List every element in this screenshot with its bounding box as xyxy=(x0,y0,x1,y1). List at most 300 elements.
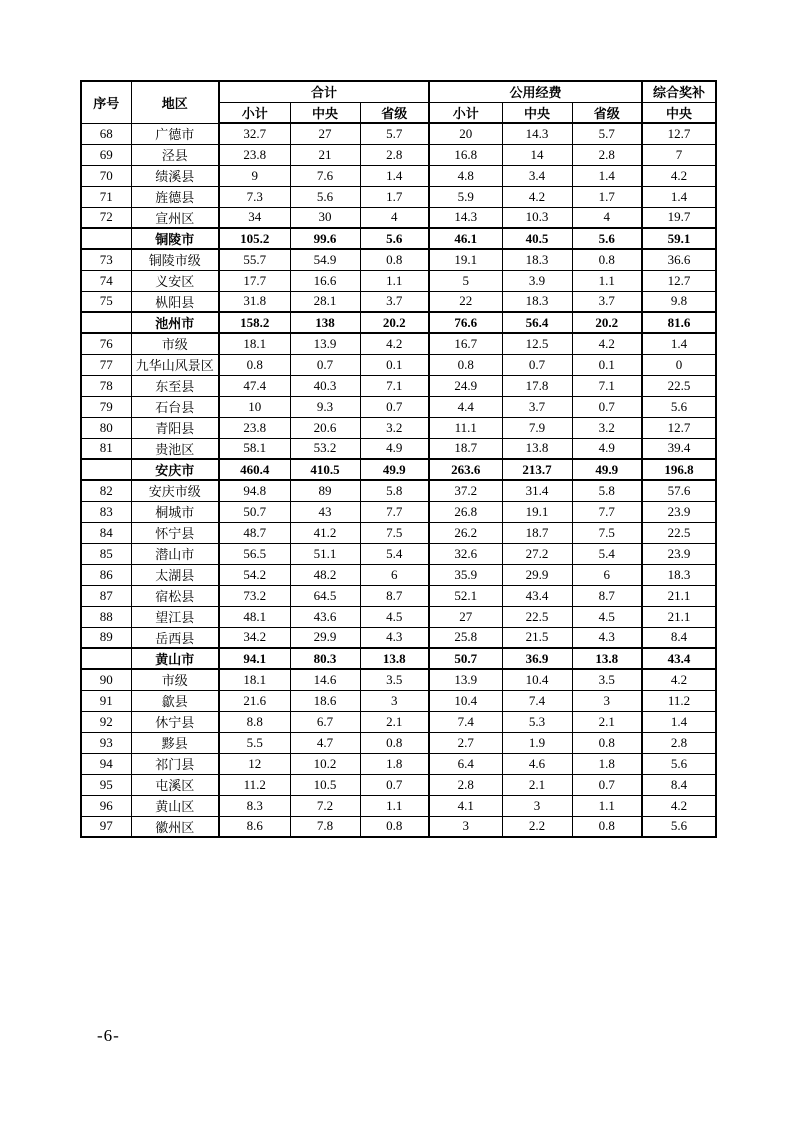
cell-total-central: 7.8 xyxy=(290,816,360,837)
cell-total-provincial: 4.5 xyxy=(360,606,429,627)
cell-public-central: 0.7 xyxy=(502,354,572,375)
header-group-public-funds: 公用经费 xyxy=(429,81,642,102)
cell-total-subtotal: 7.3 xyxy=(219,186,290,207)
cell-seq: 73 xyxy=(81,249,131,270)
cell-public-subtotal: 10.4 xyxy=(429,690,502,711)
table-row xyxy=(81,312,716,333)
cell-region: 望江县 xyxy=(131,606,219,627)
cell-seq: 79 xyxy=(81,396,131,417)
cell-public-subtotal: 18.7 xyxy=(429,438,502,459)
cell-total-central: 5.6 xyxy=(290,186,360,207)
table-row xyxy=(81,816,716,837)
cell-total-central: 13.9 xyxy=(290,333,360,354)
cell-region: 太湖县 xyxy=(131,564,219,585)
cell-public-subtotal: 32.6 xyxy=(429,543,502,564)
cell-seq: 82 xyxy=(81,480,131,501)
cell-award-central: 22.5 xyxy=(642,375,716,396)
cell-total-provincial: 1.1 xyxy=(360,795,429,816)
cell-public-provincial: 7.5 xyxy=(572,522,642,543)
cell-award-central: 196.8 xyxy=(642,459,716,480)
cell-public-central: 7.4 xyxy=(502,690,572,711)
cell-award-central: 0 xyxy=(642,354,716,375)
cell-region: 市级 xyxy=(131,333,219,354)
cell-total-provincial: 7.1 xyxy=(360,375,429,396)
cell-total-central: 10.5 xyxy=(290,774,360,795)
cell-seq: 71 xyxy=(81,186,131,207)
cell-total-provincial: 5.7 xyxy=(360,123,429,144)
cell-seq: 84 xyxy=(81,522,131,543)
cell-total-subtotal: 158.2 xyxy=(219,312,290,333)
cell-region: 九华山风景区 xyxy=(131,354,219,375)
cell-region: 青阳县 xyxy=(131,417,219,438)
cell-public-provincial: 8.7 xyxy=(572,585,642,606)
cell-public-provincial: 1.4 xyxy=(572,165,642,186)
cell-seq: 93 xyxy=(81,732,131,753)
table-row xyxy=(81,732,716,753)
cell-total-subtotal: 94.1 xyxy=(219,648,290,669)
cell-seq: 87 xyxy=(81,585,131,606)
cell-total-subtotal: 8.6 xyxy=(219,816,290,837)
cell-total-central: 54.9 xyxy=(290,249,360,270)
header-row-groups xyxy=(81,81,716,102)
cell-region: 绩溪县 xyxy=(131,165,219,186)
cell-public-central: 36.9 xyxy=(502,648,572,669)
cell-region: 怀宁县 xyxy=(131,522,219,543)
cell-total-subtotal: 18.1 xyxy=(219,333,290,354)
cell-public-provincial: 1.1 xyxy=(572,270,642,291)
cell-total-subtotal: 50.7 xyxy=(219,501,290,522)
cell-region: 旌德县 xyxy=(131,186,219,207)
cell-seq: 76 xyxy=(81,333,131,354)
cell-public-provincial: 4.9 xyxy=(572,438,642,459)
cell-public-subtotal: 24.9 xyxy=(429,375,502,396)
cell-seq: 74 xyxy=(81,270,131,291)
cell-public-subtotal: 4.1 xyxy=(429,795,502,816)
cell-region: 徽州区 xyxy=(131,816,219,837)
cell-total-provincial: 2.8 xyxy=(360,144,429,165)
cell-total-subtotal: 34.2 xyxy=(219,627,290,648)
cell-region: 宣州区 xyxy=(131,207,219,228)
cell-public-provincial: 3.2 xyxy=(572,417,642,438)
cell-total-central: 41.2 xyxy=(290,522,360,543)
cell-public-central: 4.2 xyxy=(502,186,572,207)
cell-public-central: 12.5 xyxy=(502,333,572,354)
cell-public-central: 3.7 xyxy=(502,396,572,417)
cell-total-central: 14.6 xyxy=(290,669,360,690)
cell-public-subtotal: 7.4 xyxy=(429,711,502,732)
cell-award-central: 39.4 xyxy=(642,438,716,459)
cell-region: 东至县 xyxy=(131,375,219,396)
cell-total-subtotal: 54.2 xyxy=(219,564,290,585)
cell-total-provincial: 0.1 xyxy=(360,354,429,375)
cell-seq xyxy=(81,312,131,333)
cell-region: 枞阳县 xyxy=(131,291,219,312)
table-row xyxy=(81,375,716,396)
cell-total-central: 53.2 xyxy=(290,438,360,459)
cell-total-provincial: 1.7 xyxy=(360,186,429,207)
cell-total-provincial: 0.7 xyxy=(360,396,429,417)
header-public-subtotal: 小计 xyxy=(429,102,502,123)
cell-award-central: 8.4 xyxy=(642,627,716,648)
cell-public-subtotal: 5 xyxy=(429,270,502,291)
cell-award-central: 12.7 xyxy=(642,123,716,144)
cell-public-central: 27.2 xyxy=(502,543,572,564)
cell-seq: 83 xyxy=(81,501,131,522)
cell-public-subtotal: 2.7 xyxy=(429,732,502,753)
cell-total-central: 4.7 xyxy=(290,732,360,753)
cell-public-central: 1.9 xyxy=(502,732,572,753)
cell-seq: 91 xyxy=(81,690,131,711)
cell-total-central: 18.6 xyxy=(290,690,360,711)
cell-total-subtotal: 8.8 xyxy=(219,711,290,732)
cell-public-central: 4.6 xyxy=(502,753,572,774)
cell-region: 黄山区 xyxy=(131,795,219,816)
cell-award-central: 57.6 xyxy=(642,480,716,501)
cell-region: 市级 xyxy=(131,669,219,690)
cell-seq: 96 xyxy=(81,795,131,816)
cell-total-subtotal: 23.8 xyxy=(219,144,290,165)
cell-award-central: 4.2 xyxy=(642,669,716,690)
cell-seq xyxy=(81,648,131,669)
cell-award-central: 4.2 xyxy=(642,795,716,816)
cell-total-provincial: 0.8 xyxy=(360,816,429,837)
cell-seq: 77 xyxy=(81,354,131,375)
cell-public-provincial: 4.5 xyxy=(572,606,642,627)
cell-public-provincial: 4.3 xyxy=(572,627,642,648)
cell-public-provincial: 0.1 xyxy=(572,354,642,375)
cell-total-central: 10.2 xyxy=(290,753,360,774)
cell-total-provincial: 0.8 xyxy=(360,249,429,270)
table-row xyxy=(81,543,716,564)
cell-total-subtotal: 48.1 xyxy=(219,606,290,627)
cell-total-subtotal: 31.8 xyxy=(219,291,290,312)
cell-region: 休宁县 xyxy=(131,711,219,732)
table-row xyxy=(81,648,716,669)
cell-public-central: 22.5 xyxy=(502,606,572,627)
cell-public-provincial: 1.7 xyxy=(572,186,642,207)
cell-total-subtotal: 105.2 xyxy=(219,228,290,249)
cell-award-central: 59.1 xyxy=(642,228,716,249)
table-row xyxy=(81,774,716,795)
cell-public-subtotal: 52.1 xyxy=(429,585,502,606)
cell-total-central: 43 xyxy=(290,501,360,522)
cell-award-central: 5.6 xyxy=(642,753,716,774)
cell-public-central: 14.3 xyxy=(502,123,572,144)
cell-public-subtotal: 46.1 xyxy=(429,228,502,249)
cell-region: 歙县 xyxy=(131,690,219,711)
cell-region: 贵池区 xyxy=(131,438,219,459)
cell-award-central: 4.2 xyxy=(642,165,716,186)
cell-seq: 78 xyxy=(81,375,131,396)
table-row xyxy=(81,669,716,690)
header-total-subtotal: 小计 xyxy=(219,102,290,123)
cell-award-central: 7 xyxy=(642,144,716,165)
cell-public-central: 3.9 xyxy=(502,270,572,291)
cell-total-provincial: 0.8 xyxy=(360,732,429,753)
cell-public-subtotal: 6.4 xyxy=(429,753,502,774)
cell-public-subtotal: 0.8 xyxy=(429,354,502,375)
cell-total-subtotal: 460.4 xyxy=(219,459,290,480)
cell-total-central: 9.3 xyxy=(290,396,360,417)
cell-total-provincial: 1.4 xyxy=(360,165,429,186)
cell-seq xyxy=(81,459,131,480)
cell-public-subtotal: 4.8 xyxy=(429,165,502,186)
table-body xyxy=(81,123,716,837)
cell-award-central: 21.1 xyxy=(642,606,716,627)
cell-seq: 94 xyxy=(81,753,131,774)
cell-public-provincial: 1.8 xyxy=(572,753,642,774)
header-group-total: 合计 xyxy=(219,81,429,102)
cell-seq: 69 xyxy=(81,144,131,165)
cell-total-provincial: 6 xyxy=(360,564,429,585)
header-public-central: 中央 xyxy=(502,102,572,123)
cell-public-central: 29.9 xyxy=(502,564,572,585)
cell-public-central: 18.7 xyxy=(502,522,572,543)
cell-seq: 70 xyxy=(81,165,131,186)
cell-public-provincial: 4.2 xyxy=(572,333,642,354)
cell-seq: 80 xyxy=(81,417,131,438)
cell-total-central: 29.9 xyxy=(290,627,360,648)
cell-total-central: 0.7 xyxy=(290,354,360,375)
cell-total-central: 43.6 xyxy=(290,606,360,627)
cell-region: 广德市 xyxy=(131,123,219,144)
cell-total-provincial: 3.2 xyxy=(360,417,429,438)
cell-total-provincial: 4.3 xyxy=(360,627,429,648)
cell-seq: 85 xyxy=(81,543,131,564)
cell-public-central: 18.3 xyxy=(502,249,572,270)
cell-public-provincial: 0.7 xyxy=(572,396,642,417)
cell-public-central: 31.4 xyxy=(502,480,572,501)
cell-public-central: 17.8 xyxy=(502,375,572,396)
cell-public-subtotal: 4.4 xyxy=(429,396,502,417)
header-total-provincial: 省级 xyxy=(360,102,429,123)
cell-total-subtotal: 21.6 xyxy=(219,690,290,711)
cell-public-provincial: 0.7 xyxy=(572,774,642,795)
page-number: -6- xyxy=(97,1026,120,1045)
table-row xyxy=(81,690,716,711)
table-row xyxy=(81,606,716,627)
cell-total-central: 27 xyxy=(290,123,360,144)
cell-total-provincial: 4 xyxy=(360,207,429,228)
table-row xyxy=(81,354,716,375)
cell-public-subtotal: 263.6 xyxy=(429,459,502,480)
cell-total-central: 99.6 xyxy=(290,228,360,249)
table-row xyxy=(81,795,716,816)
cell-public-central: 2.1 xyxy=(502,774,572,795)
cell-total-provincial: 13.8 xyxy=(360,648,429,669)
cell-total-subtotal: 8.3 xyxy=(219,795,290,816)
cell-award-central: 1.4 xyxy=(642,186,716,207)
table-row xyxy=(81,396,716,417)
cell-public-provincial: 3.7 xyxy=(572,291,642,312)
cell-award-central: 1.4 xyxy=(642,333,716,354)
cell-region: 岳西县 xyxy=(131,627,219,648)
cell-award-central: 22.5 xyxy=(642,522,716,543)
cell-seq: 72 xyxy=(81,207,131,228)
cell-total-provincial: 8.7 xyxy=(360,585,429,606)
table-row xyxy=(81,207,716,228)
table-row xyxy=(81,585,716,606)
cell-public-central: 213.7 xyxy=(502,459,572,480)
cell-total-provincial: 1.8 xyxy=(360,753,429,774)
cell-public-subtotal: 50.7 xyxy=(429,648,502,669)
table-row xyxy=(81,270,716,291)
cell-public-subtotal: 27 xyxy=(429,606,502,627)
table-row xyxy=(81,291,716,312)
cell-award-central: 81.6 xyxy=(642,312,716,333)
cell-region: 黟县 xyxy=(131,732,219,753)
cell-public-central: 13.8 xyxy=(502,438,572,459)
cell-total-central: 40.3 xyxy=(290,375,360,396)
cell-total-central: 80.3 xyxy=(290,648,360,669)
cell-public-central: 7.9 xyxy=(502,417,572,438)
cell-seq: 68 xyxy=(81,123,131,144)
cell-total-central: 410.5 xyxy=(290,459,360,480)
table-row xyxy=(81,228,716,249)
table-header xyxy=(81,81,716,123)
cell-region: 义安区 xyxy=(131,270,219,291)
table-row xyxy=(81,522,716,543)
cell-total-central: 7.2 xyxy=(290,795,360,816)
cell-public-subtotal: 11.1 xyxy=(429,417,502,438)
cell-public-subtotal: 76.6 xyxy=(429,312,502,333)
cell-region: 安庆市级 xyxy=(131,480,219,501)
cell-award-central: 5.6 xyxy=(642,396,716,417)
cell-public-subtotal: 22 xyxy=(429,291,502,312)
cell-public-subtotal: 25.8 xyxy=(429,627,502,648)
cell-public-subtotal: 3 xyxy=(429,816,502,837)
cell-public-provincial: 7.1 xyxy=(572,375,642,396)
cell-region: 祁门县 xyxy=(131,753,219,774)
cell-total-provincial: 1.1 xyxy=(360,270,429,291)
header-public-provincial: 省级 xyxy=(572,102,642,123)
cell-public-subtotal: 37.2 xyxy=(429,480,502,501)
cell-public-subtotal: 5.9 xyxy=(429,186,502,207)
cell-public-provincial: 1.1 xyxy=(572,795,642,816)
table-row xyxy=(81,417,716,438)
cell-total-subtotal: 55.7 xyxy=(219,249,290,270)
cell-region: 黄山市 xyxy=(131,648,219,669)
cell-total-subtotal: 48.7 xyxy=(219,522,290,543)
cell-public-provincial: 5.7 xyxy=(572,123,642,144)
cell-public-provincial: 6 xyxy=(572,564,642,585)
table-row xyxy=(81,123,716,144)
cell-total-provincial: 3.5 xyxy=(360,669,429,690)
cell-public-provincial: 0.8 xyxy=(572,816,642,837)
cell-award-central: 18.3 xyxy=(642,564,716,585)
table-row xyxy=(81,564,716,585)
table-row xyxy=(81,249,716,270)
header-group-award: 综合奖补 xyxy=(642,81,716,102)
cell-total-subtotal: 47.4 xyxy=(219,375,290,396)
cell-total-provincial: 49.9 xyxy=(360,459,429,480)
cell-region: 池州市 xyxy=(131,312,219,333)
cell-award-central: 19.7 xyxy=(642,207,716,228)
cell-region: 桐城市 xyxy=(131,501,219,522)
cell-region: 安庆市 xyxy=(131,459,219,480)
cell-total-provincial: 5.6 xyxy=(360,228,429,249)
cell-seq: 90 xyxy=(81,669,131,690)
cell-total-provincial: 7.7 xyxy=(360,501,429,522)
cell-seq: 97 xyxy=(81,816,131,837)
cell-seq: 88 xyxy=(81,606,131,627)
header-award-central: 中央 xyxy=(642,102,716,123)
cell-public-subtotal: 26.2 xyxy=(429,522,502,543)
table-row xyxy=(81,333,716,354)
cell-region: 屯溪区 xyxy=(131,774,219,795)
cell-total-central: 7.6 xyxy=(290,165,360,186)
table-row xyxy=(81,438,716,459)
cell-public-provincial: 20.2 xyxy=(572,312,642,333)
cell-seq: 95 xyxy=(81,774,131,795)
cell-total-subtotal: 9 xyxy=(219,165,290,186)
cell-public-subtotal: 19.1 xyxy=(429,249,502,270)
table-row xyxy=(81,186,716,207)
cell-public-provincial: 2.8 xyxy=(572,144,642,165)
cell-public-provincial: 5.4 xyxy=(572,543,642,564)
cell-public-central: 2.2 xyxy=(502,816,572,837)
table-row xyxy=(81,627,716,648)
cell-award-central: 9.8 xyxy=(642,291,716,312)
cell-region: 铜陵市级 xyxy=(131,249,219,270)
header-total-central: 中央 xyxy=(290,102,360,123)
cell-award-central: 23.9 xyxy=(642,543,716,564)
cell-total-central: 51.1 xyxy=(290,543,360,564)
cell-award-central: 12.7 xyxy=(642,270,716,291)
table-row xyxy=(81,459,716,480)
cell-total-central: 21 xyxy=(290,144,360,165)
cell-total-central: 64.5 xyxy=(290,585,360,606)
cell-total-central: 30 xyxy=(290,207,360,228)
cell-public-central: 21.5 xyxy=(502,627,572,648)
cell-public-provincial: 13.8 xyxy=(572,648,642,669)
cell-total-provincial: 4.9 xyxy=(360,438,429,459)
table-row xyxy=(81,165,716,186)
table-row xyxy=(81,711,716,732)
cell-public-provincial: 49.9 xyxy=(572,459,642,480)
cell-region: 石台县 xyxy=(131,396,219,417)
cell-award-central: 11.2 xyxy=(642,690,716,711)
cell-total-subtotal: 18.1 xyxy=(219,669,290,690)
cell-award-central: 36.6 xyxy=(642,249,716,270)
cell-public-subtotal: 26.8 xyxy=(429,501,502,522)
cell-public-central: 43.4 xyxy=(502,585,572,606)
cell-total-subtotal: 32.7 xyxy=(219,123,290,144)
cell-total-central: 6.7 xyxy=(290,711,360,732)
cell-public-subtotal: 2.8 xyxy=(429,774,502,795)
cell-total-provincial: 3 xyxy=(360,690,429,711)
header-seq: 序号 xyxy=(81,81,131,123)
cell-award-central: 1.4 xyxy=(642,711,716,732)
cell-total-central: 89 xyxy=(290,480,360,501)
cell-total-central: 138 xyxy=(290,312,360,333)
cell-total-subtotal: 58.1 xyxy=(219,438,290,459)
cell-total-subtotal: 11.2 xyxy=(219,774,290,795)
cell-public-provincial: 3 xyxy=(572,690,642,711)
cell-public-provincial: 2.1 xyxy=(572,711,642,732)
cell-total-subtotal: 34 xyxy=(219,207,290,228)
cell-total-subtotal: 12 xyxy=(219,753,290,774)
cell-total-provincial: 5.4 xyxy=(360,543,429,564)
cell-public-central: 5.3 xyxy=(502,711,572,732)
cell-public-central: 10.3 xyxy=(502,207,572,228)
header-region: 地区 xyxy=(131,81,219,123)
cell-public-central: 56.4 xyxy=(502,312,572,333)
cell-total-subtotal: 0.8 xyxy=(219,354,290,375)
cell-public-central: 3 xyxy=(502,795,572,816)
cell-total-provincial: 20.2 xyxy=(360,312,429,333)
cell-public-provincial: 4 xyxy=(572,207,642,228)
